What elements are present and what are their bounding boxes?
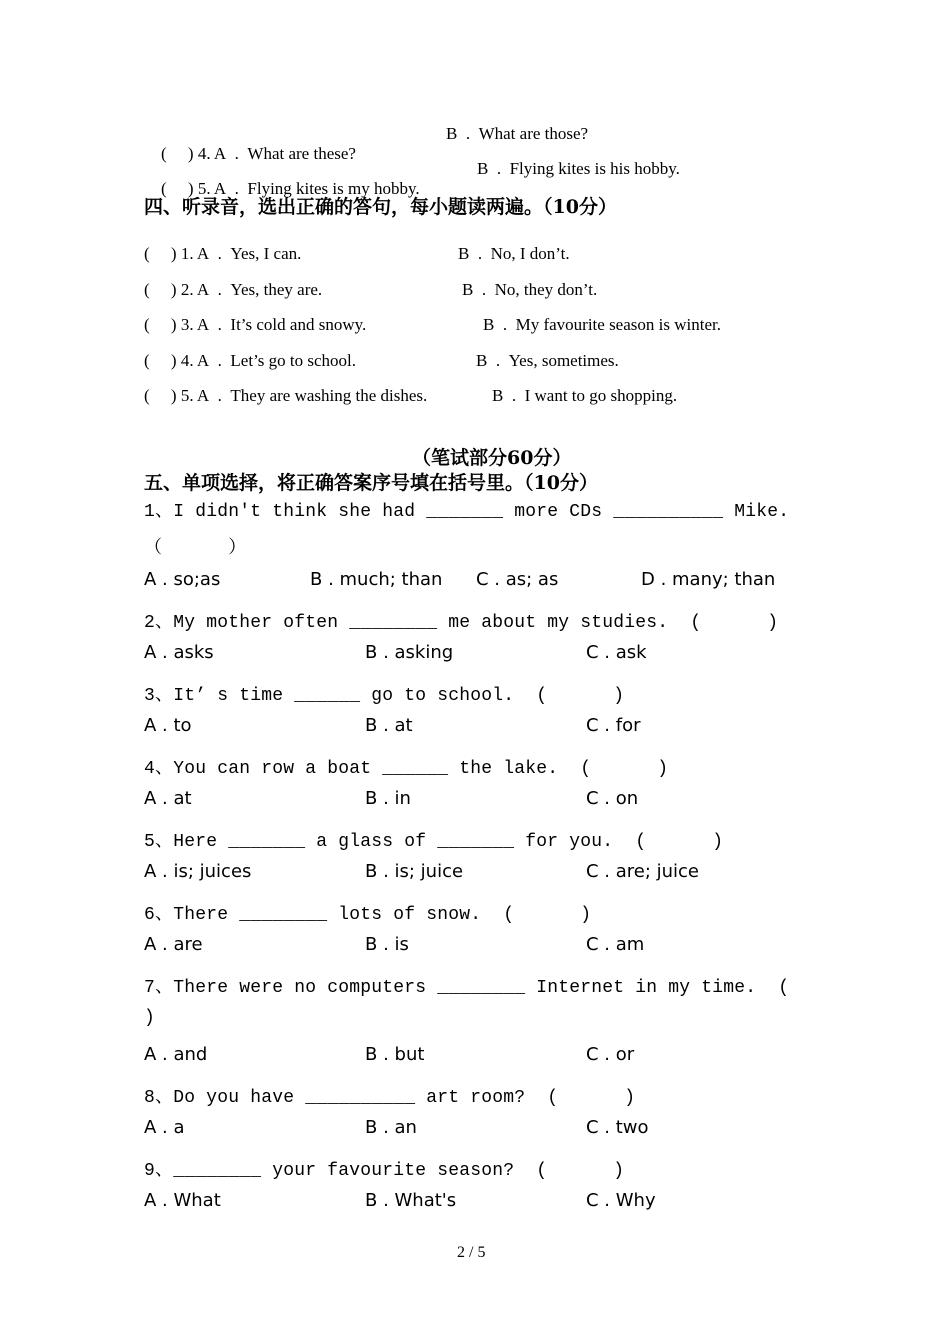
section4-item-4-b: B . Yes, sometimes.: [476, 351, 619, 370]
question-9-option-c: C . Why: [586, 1190, 656, 1211]
question-7-option-a: A . and: [144, 1044, 208, 1065]
question-4-stem: 4、You can row a boat ______ the lake. ( ): [144, 759, 669, 779]
question-6-option-a: A . are: [144, 934, 203, 955]
question-4-option-b: B . in: [365, 788, 411, 809]
section5-title: 五、单项选择，将正确答案序号填在括号里。（10分）: [144, 472, 598, 494]
listening-item-5-b: B . Flying kites is his hobby.: [477, 159, 680, 178]
question-3-option-b: B . at: [365, 715, 413, 736]
question-2-option-a: A . asks: [144, 642, 214, 663]
question-7-option-c: C . or: [586, 1044, 635, 1065]
section4-item-4-a: ( ) 4. A . Let’s go to school.: [144, 351, 357, 370]
question-2-stem: 2、My mother often ________ me about my studies. ( ): [144, 613, 779, 633]
question-7-stem: 7、There were no computers ________ Internet in my time. (: [144, 978, 790, 998]
question-5-option-c: C . are; juice: [586, 861, 700, 882]
listening-item-4-a: ( ) 4. A . What are these?: [161, 144, 356, 163]
question-4-option-a: A . at: [144, 788, 192, 809]
question-8-option-a: A . a: [144, 1117, 185, 1138]
question-9-option-b: B . What's: [365, 1190, 457, 1211]
question-5-option-a: A . is; juices: [144, 861, 252, 882]
question-1-option-a: A . so;as: [144, 569, 221, 590]
question-2-option-c: C . ask: [586, 642, 647, 663]
section4-item-2-a: ( ) 2. A . Yes, they are.: [144, 280, 323, 299]
section4-item-5-a: ( ) 5. A . They are washing the dishes.: [144, 386, 428, 405]
question-1-stem: 1、I didn't think she had _______ more CDs __________ Mike.: [144, 502, 790, 522]
question-3-option-a: A . to: [144, 715, 192, 736]
question-2-option-b: B . asking: [365, 642, 454, 663]
question-7-option-b: B . but: [365, 1044, 425, 1065]
question-1-option-c: C . as; as: [476, 569, 559, 590]
question-1-option-b: B . much; than: [310, 569, 443, 590]
section4-item-5-b: B . I want to go shopping.: [492, 386, 678, 405]
question-8-stem: 8、Do you have __________ art room? ( ): [144, 1088, 636, 1108]
page-number: 2 / 5: [457, 1244, 486, 1261]
section4-item-2-b: B . No, they don’t.: [462, 280, 598, 299]
question-9-option-a: A . What: [144, 1190, 221, 1211]
question-5-stem: 5、Here _______ a glass of _______ for you. ( ): [144, 832, 724, 852]
section4-item-1-a: ( ) 1. A . Yes, I can.: [144, 244, 302, 263]
listening-item-4-b: B . What are those?: [446, 124, 589, 143]
section4-item-3-a: ( ) 3. A . It’s cold and snowy.: [144, 315, 367, 334]
question-8-option-c: C . two: [586, 1117, 649, 1138]
question-9-stem: 9、________ your favourite season? ( ): [144, 1161, 625, 1181]
question-3-option-c: C . for: [586, 715, 641, 736]
question-7-stem-cont: ): [144, 1008, 156, 1028]
question-1-option-d: D . many; than: [641, 569, 776, 590]
section4-item-1-b: B . No, I don’t.: [458, 244, 570, 263]
section4-item-3-b: B . My favourite season is winter.: [483, 315, 721, 334]
question-6-stem: 6、There ________ lots of snow. ( ): [144, 905, 592, 925]
question-8-option-b: B . an: [365, 1117, 417, 1138]
question-3-stem: 3、It’ s time ______ go to school. ( ): [144, 686, 625, 706]
question-5-option-b: B . is; juice: [365, 861, 464, 882]
question-4-option-c: C . on: [586, 788, 639, 809]
listening-item-5-a: ( ) 5. A . Flying kites is my hobby.: [161, 179, 420, 198]
question-6-option-c: C . am: [586, 934, 645, 955]
question-1-stem-cont: （ ）: [144, 539, 247, 559]
section4-title: 四、听录音，选出正确的答句，每小题读两遍。（10分）: [144, 196, 617, 218]
question-6-option-b: B . is: [365, 934, 409, 955]
written-part-heading: （笔试部分60分）: [412, 447, 572, 469]
